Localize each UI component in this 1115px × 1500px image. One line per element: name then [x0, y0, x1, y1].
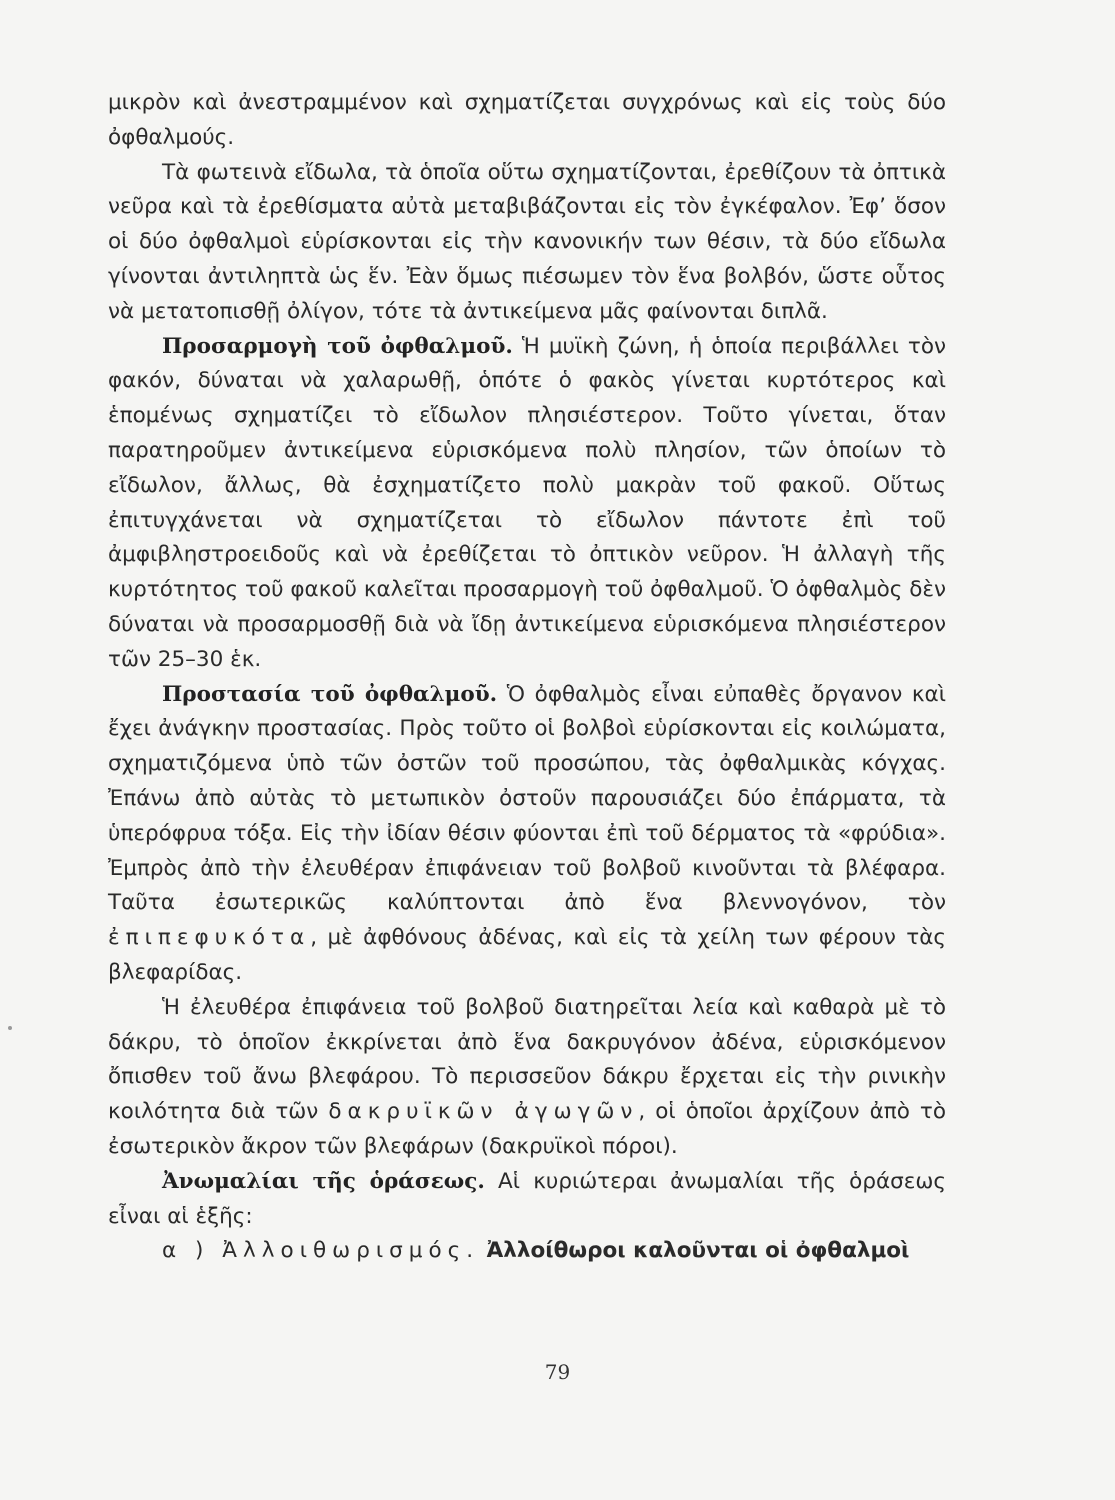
anomalies-text: Αἱ κυριώτεραι ἀνωμαλίαι τῆς ὁράσεως εἶναι αἱ ἑξῆς:: [108, 1168, 947, 1229]
term-tear-ducts: δακρυϊκῶν ἀγωγῶν: [328, 1099, 639, 1125]
paragraph-1: μικρὸν καὶ ἀνεστραμμένον καὶ σχηματίζεται συγχρόνως καὶ εἰς τοὺς δύο ὀφθαλμούς.: [108, 90, 946, 150]
protection-text-a: Ὁ ὀφθαλμὸς εἶναι εὐπαθὲς ὄργανον καὶ ἔχει ἀνάγκην προστασίας. Πρὸς τοῦτο οἱ βολβοὶ εὑρίσκονται εἰς κοιλώματα, σχηματιζόμενα ὑπὸ τῶν ὀστῶν τοῦ προσώπου, τὰς ὀφθαλμικὰς κόγχας. Ἐπάνω ἀπὸ αὐτὰς τὸ μετωπικὸν ὀστοῦν παρουσιάζει δύο ἐπάρματα, τὰ ὑπερόφρυα τόξα. Εἰς τὴν ἰδίαν θέσιν φύονται ἐπὶ τοῦ δέρματος τὰ «φρύδια». Ἐμπρὸς ἀπὸ τὴν ἐλευθέραν ἐπιφάνειαν τοῦ βολβοῦ κινοῦνται τὰ βλέφαρα. Ταῦτα ἐσωτερικῶς καλύπτονται ἀπὸ ἕνα βλεννογόνον, τὸν: [108, 681, 946, 916]
accommodation-text: Ἡ μυϊκὴ ζώνη, ἡ ὁποία περιβάλλει τὸν φακόν, δύναται νὰ χαλαρωθῇ, ὁπότε ὁ φακὸς γίνεται κυρτότερος καὶ ἑπομένως σχηματίζει τὸ εἴδωλον πλησιέστερον. Τοῦτο γίνεται, ὅταν παρατηροῦμεν ἀντικείμενα εὑρισκόμενα πολὺ πλησίον, τῶν ὁποίων τὸ εἴδωλον, ἄλλως, θὰ ἐσχηματίζετο πολὺ μακρὰν τοῦ φακοῦ. Οὕτως ἐπιτυγχάνεται νὰ σχηματίζεται τὸ εἴδωλον πάντοτε ἐπὶ τοῦ ἀμφιβληστροειδοῦς καὶ νὰ ἐρεθίζεται τὸ ὀπτικὸν νεῦρον. Ἡ ἀλλαγὴ τῆς κυρτότητος τοῦ φακοῦ καλεῖται προσαρμογὴ τοῦ ὀφθαλμοῦ. Ὁ ὀφθαλμὸς δὲν δύναται νὰ προσαρμοσθῇ διὰ νὰ ἴδῃ ἀντικείμενα εὑρισκόμενα πλησιέστερον τῶν 25–30 ἑκ.: [108, 333, 947, 672]
heading-accommodation: Προσαρμογὴ τοῦ ὀφθαλμοῦ.: [162, 333, 513, 359]
protection-text-b: , μὲ ἀφθόνους ἀδένας, καὶ εἰς τὰ χείλη των φέρουν τὰς βλεφαρίδας.: [108, 925, 946, 985]
term-conjunctiva: ἐπιπεφυκότα: [108, 925, 311, 951]
page-number: 79: [544, 1360, 571, 1384]
paragraph-2: Τὰ φωτεινὰ εἴδωλα, τὰ ὁποῖα οὕτω σχηματίζονται, ἐρεθίζουν τὰ ὀπτικὰ νεῦρα καὶ τὰ ἐρεθίσματα αὐτὰ μεταβιβάζονται εἰς τὸν ἐγκέφαλον. Ἐφ’ ὅσον οἱ δύο ὀφθαλμοὶ εὑρίσκονται εἰς τὴν κανονικήν των θέσιν, τὰ δύο εἴδωλα γίνονται ἀντιληπτὰ ὡς ἕν. Ἐὰν ὅμως πιέσωμεν τὸν ἕνα βολβόν, ὥστε οὗτος νὰ μετατοπισθῇ ὀλίγον, τότε τὰ ἀντικείμενα μᾶς φαίνονται διπλᾶ.: [108, 159, 946, 324]
strabismus-text: Ἀλλοίθωροι καλοῦνται οἱ ὀφθαλμοὶ: [479, 1238, 910, 1264]
paragraph-accommodation: [108, 330, 946, 678]
tears-text-a: Ἡ ἐλευθέρα ἐπιφάνεια τοῦ βολβοῦ διατηρεῖται λεία καὶ καθαρὰ μὲ τὸ δάκρυ, τὸ ὁποῖον ἐκκρίνεται ἀπὸ ἕνα δακρυγόνον ἀδένα, εὑρισκόμενον ὄπισθεν τοῦ ἄνω βλεφάρου. Τὸ περισσεῦον δάκρυ ἔρχεται εἰς τὴν ρινικὴν κοιλότητα διὰ τῶν: [108, 994, 946, 1125]
heading-anomalies: Ἀνωμαλίαι τῆς ὁράσεως.: [162, 1168, 485, 1194]
paragraph-anomalies: [108, 1165, 946, 1235]
term-strabismus: α ) Ἀλλοιθωρισμός.: [162, 1238, 480, 1264]
tears-text-b: , οἱ ὁποῖοι ἀρχίζουν ἀπὸ τὸ ἐσωτερικὸν ἄκρον τῶν βλεφάρων (δακρυϊκοὶ πόροι).: [108, 1099, 946, 1159]
paragraph-tears: [108, 991, 946, 1165]
heading-protection: Προστασία τοῦ ὀφθαλμοῦ.: [162, 681, 498, 707]
paragraph-protection: [108, 678, 946, 991]
scan-speck: [8, 1026, 12, 1030]
paragraph-strabismus: [108, 1234, 946, 1269]
page-body: [108, 86, 946, 1269]
